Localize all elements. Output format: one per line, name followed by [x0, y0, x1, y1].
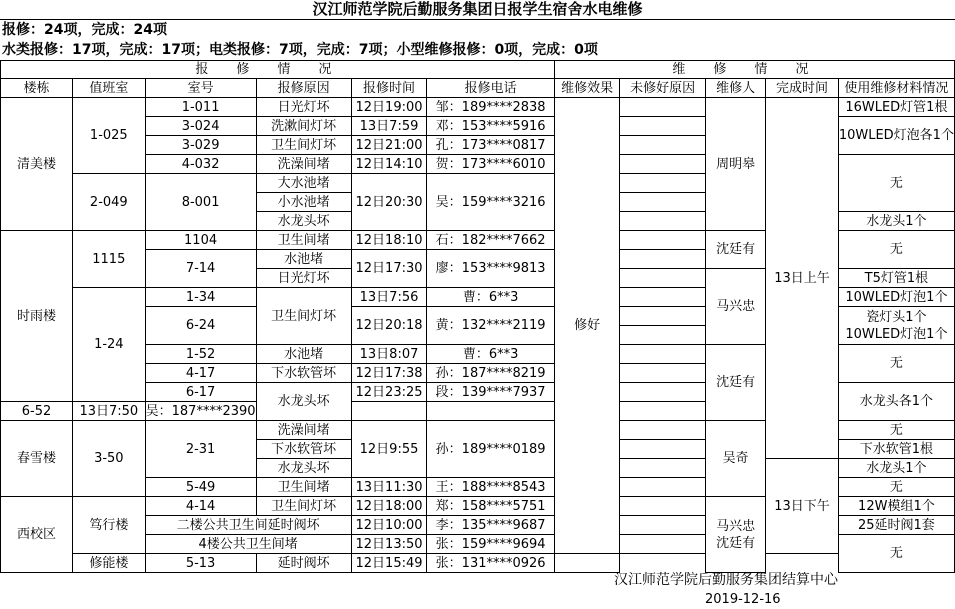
- materials-cell: 10WLED灯泡1个: [838, 288, 954, 307]
- phone-cell: 孙：189****0189: [427, 421, 554, 478]
- reason-cell: 卫生间灯坏: [256, 288, 351, 345]
- time-cell: 12日23:25: [351, 383, 427, 402]
- time-cell: 12日13:50: [351, 535, 427, 554]
- time-cell: 12日19:00: [351, 98, 427, 117]
- col-room: 室号: [145, 79, 256, 98]
- summary-total: 报修：24项，完成：24项: [2, 22, 167, 38]
- phone-cell: 张：159****9694: [427, 535, 554, 554]
- materials-cell: 水龙头各1个: [838, 383, 954, 421]
- reason-cell: 延时阀坏: [256, 554, 351, 573]
- reason-cell: 水龙头坏: [256, 383, 351, 421]
- room-cell: 二楼公共卫生间延时阀坏: [145, 516, 351, 535]
- building-cell: 春雪楼: [1, 421, 73, 497]
- room-cell: 4-17: [145, 364, 256, 383]
- reason-cell: 水龙头坏: [256, 459, 351, 478]
- building-cell: 西校区: [1, 497, 73, 573]
- reason-cell: 小水池堵: [256, 193, 351, 212]
- room-cell: 6-17: [145, 383, 256, 402]
- unfixed-cell: [620, 383, 705, 402]
- col-effect: 维修效果: [554, 79, 620, 98]
- unfixed-cell: [620, 212, 705, 231]
- unfixed-cell: [620, 364, 705, 383]
- materials-cell: 下水软管1根: [838, 440, 954, 459]
- phone-cell: 吴：187****2390: [145, 403, 256, 419]
- room-cell: 5-49: [145, 478, 256, 497]
- phone-cell: 邓：153****5916: [427, 117, 554, 136]
- unfixed-cell: [620, 250, 705, 269]
- finish-time-cell: 13日下午: [766, 459, 839, 554]
- materials-cell: 无: [838, 478, 954, 497]
- unfixed-cell: [620, 174, 705, 193]
- worker-cell: 吴奇: [705, 421, 765, 497]
- materials-cell: 25延时阀1套: [838, 516, 954, 535]
- reason-cell: 卫生间堵: [256, 231, 351, 250]
- reason-cell: 日光灯坏: [256, 269, 351, 288]
- duty-room-cell: 笃行楼: [73, 497, 146, 554]
- reason-cell: 日光灯坏: [256, 98, 351, 117]
- col-worker: 维修人: [705, 79, 765, 98]
- materials-cell: 无: [838, 155, 954, 212]
- room-cell: 4-032: [145, 155, 256, 174]
- col-phone: 报修电话: [427, 79, 554, 98]
- unfixed-cell: [620, 535, 705, 554]
- summary-breakdown: 水类报修：17项，完成：17项；电类报修：7项，完成：7项；小型维修报修：0项，完成：0项: [2, 42, 598, 58]
- unfixed-cell: [620, 193, 705, 212]
- unfixed-cell: [620, 440, 705, 459]
- worker-cell: 马兴忠 沈廷有: [705, 497, 765, 573]
- time-cell: 12日20:18: [351, 307, 427, 345]
- room-cell: 4楼公共卫生间堵: [145, 535, 351, 554]
- col-duty-room: 值班室: [73, 79, 146, 98]
- phone-cell: 廖：153****9813: [427, 250, 554, 288]
- materials-cell: 水龙头1个: [838, 212, 954, 231]
- footer-org: 汉江师范学院后勤服务集团结算中心: [614, 572, 838, 588]
- time-cell: 13日8:07: [351, 345, 427, 364]
- col-building: 楼栋: [1, 79, 73, 98]
- reason-cell: 大水池堵: [256, 174, 351, 193]
- unfixed-cell: [620, 136, 705, 155]
- unfixed-cell: [620, 307, 705, 326]
- phone-cell: 郑：158****5751: [427, 497, 554, 516]
- room-cell: 5-13: [145, 554, 256, 573]
- materials-cell: 16WLED灯管1根: [838, 98, 954, 117]
- time-cell: 12日9:55: [351, 421, 427, 478]
- reason-cell: 洗澡间堵: [256, 155, 351, 174]
- time-cell: 13日7:56: [351, 288, 427, 307]
- worker-cell: 沈廷有: [705, 231, 765, 269]
- room-cell: 4-14: [145, 497, 256, 516]
- unfixed-cell: [620, 269, 705, 288]
- phone-cell: 黄：132****2119: [427, 307, 554, 345]
- duty-room-cell: 1-025: [73, 98, 146, 174]
- materials-cell: 无: [838, 231, 954, 269]
- time-cell: 13日7:59: [351, 117, 427, 136]
- report-group-header: 报修情况: [1, 61, 555, 79]
- time-cell: 12日10:00: [351, 516, 427, 535]
- unfixed-cell: [620, 288, 705, 307]
- col-reason: 报修原因: [256, 79, 351, 98]
- duty-room-cell: 1-24: [73, 288, 146, 402]
- time-cell: 12日17:30: [351, 250, 427, 288]
- col-materials: 使用维修材料情况: [838, 79, 954, 98]
- time-cell: 12日14:10: [351, 155, 427, 174]
- footer-date: 2019-12-16: [705, 592, 781, 607]
- room-cell: 1-011: [145, 98, 256, 117]
- worker-cell: 周明皋: [705, 98, 765, 231]
- room-cell: 1-52: [145, 345, 256, 364]
- duty-room-cell: 2-049: [73, 174, 146, 231]
- reason-cell: 下水软管坏: [256, 440, 351, 459]
- unfixed-cell: [620, 459, 705, 478]
- time-cell: 12日18:00: [351, 497, 427, 516]
- reason-cell: 洗漱间灯坏: [256, 117, 351, 136]
- phone-cell: 王：188****8543: [427, 478, 554, 497]
- reason-cell: 水池堵: [256, 345, 351, 364]
- time-cell: 12日17:38: [351, 364, 427, 383]
- unfixed-cell: [620, 326, 705, 345]
- repair-group-header: 维修情况: [554, 61, 954, 79]
- phone-cell: 李：135****9687: [427, 516, 554, 535]
- phone-cell: 邹：189****2838: [427, 98, 554, 117]
- worker-cell: 马兴忠: [705, 269, 765, 345]
- reason-cell: 水池堵: [256, 250, 351, 269]
- time-cell: 12日21:00: [351, 136, 427, 155]
- col-unfixed-reason: 未修好原因: [620, 79, 705, 98]
- phone-cell: 孙：187****8219: [427, 364, 554, 383]
- repair-table: [0, 60, 955, 573]
- room-cell: 2-31: [145, 421, 256, 478]
- room-cell: 7-14: [145, 250, 256, 288]
- reason-cell: 卫生间灯坏: [256, 136, 351, 155]
- page-title: 汉江师范学院后勤服务集团日报学生宿舍水电维修: [0, 0, 955, 20]
- unfixed-cell: [351, 402, 427, 421]
- building-cell: 时雨楼: [1, 231, 73, 402]
- unfixed-cell: [620, 98, 705, 117]
- unfixed-cell: [620, 231, 705, 250]
- room-cell: 3-024: [145, 117, 256, 136]
- unfixed-cell: [554, 554, 620, 573]
- unfixed-cell: [620, 478, 705, 497]
- reason-cell: 洗澡间堵: [256, 421, 351, 440]
- phone-cell: 曹：6**3: [427, 345, 554, 364]
- phone-cell: 张：131****0926: [427, 554, 554, 573]
- reason-cell: 水龙头坏: [256, 212, 351, 231]
- room-cell: 6-24: [145, 307, 256, 345]
- phone-cell: 石：182****7662: [427, 231, 554, 250]
- materials-cell: 无: [838, 535, 954, 573]
- duty-room-cell: 3-50: [73, 421, 146, 497]
- materials-cell: 10WLED灯泡各1个: [838, 117, 954, 155]
- room-cell: 3-029: [145, 136, 256, 155]
- unfixed-cell: [620, 421, 705, 440]
- reason-cell: 卫生间灯坏: [256, 497, 351, 516]
- effect-cell: 修好: [554, 98, 620, 554]
- room-cell: 1-34: [145, 288, 256, 307]
- room-cell: 6-52: [1, 402, 73, 421]
- unfixed-cell: [620, 497, 705, 516]
- phone-cell: 孔：173****0817: [427, 136, 554, 155]
- duty-room-cell: 1115: [73, 231, 146, 288]
- phone-cell: 段：139****7937: [427, 383, 554, 402]
- time-cell: 13日7:50: [73, 402, 146, 421]
- col-finish-time: 完成时间: [766, 79, 839, 98]
- phone-cell: 贺：173****6010: [427, 155, 554, 174]
- col-report-time: 报修时间: [351, 79, 427, 98]
- time-cell: 13日11:30: [351, 478, 427, 497]
- time-cell: 12日18:10: [351, 231, 427, 250]
- unfixed-cell: [620, 155, 705, 174]
- materials-cell: 瓷灯头1个 10WLED灯泡1个: [838, 307, 954, 345]
- table-row: [1, 98, 955, 117]
- materials-cell: 水龙头1个: [838, 459, 954, 478]
- materials-cell: 12W模组1个: [838, 497, 954, 516]
- room-cell: 1104: [145, 231, 256, 250]
- materials-cell: 无: [838, 345, 954, 383]
- finish-time-cell: 13日上午: [766, 98, 839, 459]
- reason-cell: 下水软管坏: [256, 364, 351, 383]
- worker-cell: 沈廷有: [705, 345, 765, 421]
- duty-room-cell: 修能楼: [73, 554, 146, 573]
- unfixed-cell: [620, 516, 705, 535]
- materials-cell: 无: [838, 421, 954, 440]
- building-cell: 清美楼: [1, 98, 73, 231]
- room-cell: 8-001: [145, 174, 256, 231]
- materials-cell: T5灯管1根: [838, 269, 954, 288]
- reason-cell: 卫生间堵: [256, 478, 351, 497]
- table-row: [1, 554, 955, 573]
- phone-cell: 曹：6**3: [427, 288, 554, 307]
- time-cell: 12日20:30: [351, 174, 427, 231]
- unfixed-cell: [620, 117, 705, 136]
- time-cell: 12日15:49: [351, 554, 427, 573]
- phone-cell: 吴：159****3216: [427, 174, 554, 231]
- unfixed-cell: [620, 345, 705, 364]
